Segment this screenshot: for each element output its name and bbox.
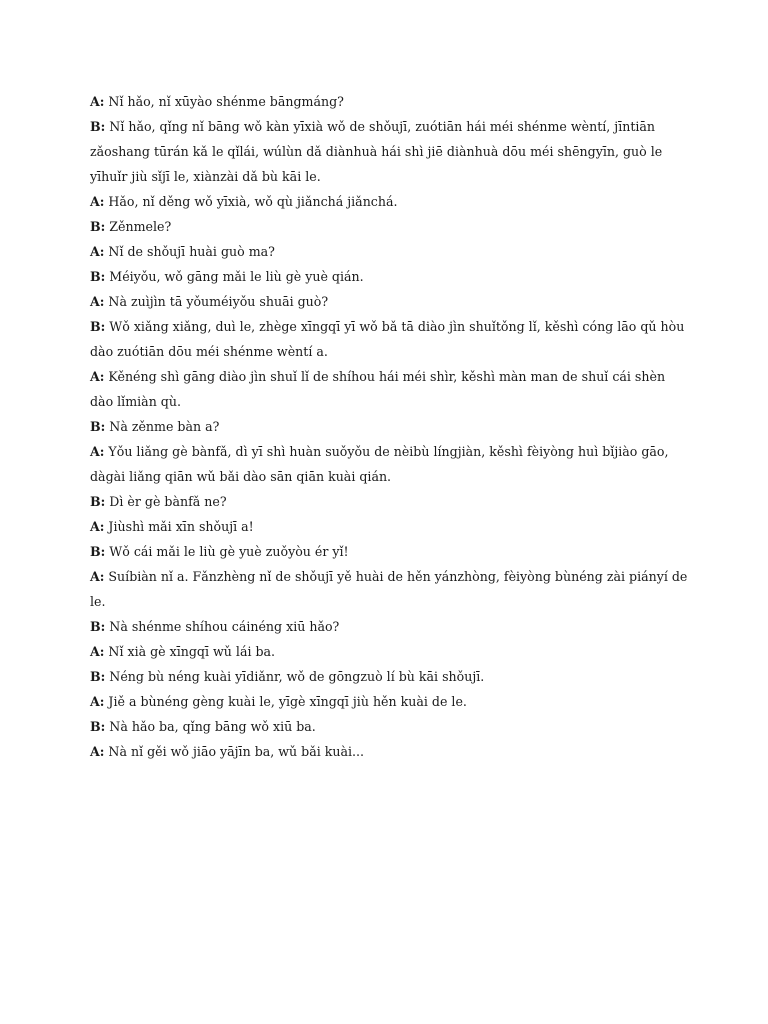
- speaker-label: B:: [90, 544, 106, 559]
- dialogue-line: [90, 664, 690, 689]
- line-text: Nà zěnme bàn a?: [109, 419, 220, 434]
- line-text: Jiě a bùnéng gèng kuài le, yīgè xīngqī jiù hěn kuài de le.: [108, 694, 467, 709]
- dialogue-line: [90, 239, 690, 264]
- speaker-label: B:: [90, 719, 106, 734]
- line-text: Dì èr gè bànfǎ ne?: [109, 494, 227, 509]
- speaker-label: A:: [90, 444, 105, 459]
- speaker-label: B:: [90, 419, 106, 434]
- speaker-label: A:: [90, 294, 105, 309]
- line-text: Méiyǒu, wǒ gāng mǎi le liù gè yuè qián.: [109, 269, 364, 284]
- dialogue-line: [90, 639, 690, 664]
- line-text: Zěnmele?: [109, 219, 172, 234]
- speaker-label: B:: [90, 494, 106, 509]
- line-text: Wǒ cái mǎi le liù gè yuè zuǒyòu ér yǐ!: [109, 544, 349, 559]
- dialogue-line: [90, 714, 690, 739]
- line-text: Suíbiàn nǐ a. Fǎnzhèng nǐ de shǒujī yě huài de hěn yánzhòng, fèiyòng bùnéng zài piányí de le.: [90, 569, 688, 609]
- line-text: Wǒ xiǎng xiǎng, duì le, zhège xīngqī yī wǒ bǎ tā diào jìn shuǐtǒng lǐ, kěshì cóng lāo qǔ hòu dào zuótiān dōu méi shénme wèntí a.: [90, 319, 685, 359]
- speaker-label: A:: [90, 194, 105, 209]
- line-text: Kěnéng shì gāng diào jìn shuǐ lǐ de shíhou hái méi shìr, kěshì màn man de shuǐ cái shèn dào lǐmiàn qù.: [90, 369, 666, 409]
- speaker-label: A:: [90, 694, 105, 709]
- speaker-label: A:: [90, 369, 105, 384]
- speaker-label: A:: [90, 569, 105, 584]
- speaker-label: A:: [90, 519, 105, 534]
- dialogue-line: [90, 289, 690, 314]
- speaker-label: B:: [90, 219, 106, 234]
- speaker-label: A:: [90, 644, 105, 659]
- dialogue-line: [90, 414, 690, 439]
- speaker-label: B:: [90, 669, 106, 684]
- line-text: Nà shénme shíhou cáinéng xiū hǎo?: [109, 619, 340, 634]
- dialogue-line: [90, 614, 690, 639]
- dialogue-line: [90, 89, 690, 114]
- line-text: Nà hǎo ba, qǐng bāng wǒ xiū ba.: [109, 719, 316, 734]
- dialogue-line: [90, 439, 690, 489]
- dialogue-line: [90, 314, 690, 364]
- dialogue-line: [90, 514, 690, 539]
- dialogue-line: [90, 189, 690, 214]
- line-text: Néng bù néng kuài yīdiǎnr, wǒ de gōngzuò lí bù kāi shǒujī.: [109, 669, 485, 684]
- dialogue-line: [90, 264, 690, 289]
- dialogue-transcript: [90, 89, 690, 764]
- dialogue-line: [90, 214, 690, 239]
- dialogue-line: [90, 539, 690, 564]
- speaker-label: B:: [90, 319, 106, 334]
- speaker-label: A:: [90, 244, 105, 259]
- speaker-label: A:: [90, 744, 105, 759]
- dialogue-line: [90, 689, 690, 714]
- speaker-label: B:: [90, 119, 106, 134]
- line-text: Nǐ hǎo, qǐng nǐ bāng wǒ kàn yīxià wǒ de shǒujī, zuótiān hái méi shénme wèntí, jīntiān zǎoshang tūrán kǎ le qǐlái, wúlùn dǎ diànhuà hái shì jiē diànhuà dōu méi shēngyīn, guò le yīhuǐr jiù sǐjī le, xiànzài dǎ bù kāi le.: [90, 119, 663, 184]
- speaker-label: A:: [90, 94, 105, 109]
- line-text: Nǐ hǎo, nǐ xūyào shénme bāngmáng?: [108, 94, 344, 109]
- dialogue-line: [90, 739, 690, 764]
- line-text: Nǐ xià gè xīngqī wǔ lái ba.: [108, 644, 276, 659]
- dialogue-line: [90, 489, 690, 514]
- line-text: Yǒu liǎng gè bànfǎ, dì yī shì huàn suǒyǒu de nèibù língjiàn, kěshì fèiyòng huì bǐjiào gāo, dàgài liǎng qiān wǔ bǎi dào sān qiān kuài qián.: [90, 444, 669, 484]
- line-text: Hǎo, nǐ děng wǒ yīxià, wǒ qù jiǎnchá jiǎnchá.: [108, 194, 398, 209]
- dialogue-line: [90, 564, 690, 614]
- line-text: Nǐ de shǒujī huài guò ma?: [108, 244, 275, 259]
- line-text: Nà nǐ gěi wǒ jiāo yājīn ba, wǔ bǎi kuài...: [108, 744, 365, 759]
- line-text: Jiùshì mǎi xīn shǒujī a!: [108, 519, 254, 534]
- line-text: Nà zuìjìn tā yǒuméiyǒu shuāi guò?: [108, 294, 329, 309]
- dialogue-line: [90, 364, 690, 414]
- speaker-label: B:: [90, 269, 106, 284]
- dialogue-line: [90, 114, 690, 189]
- speaker-label: B:: [90, 619, 106, 634]
